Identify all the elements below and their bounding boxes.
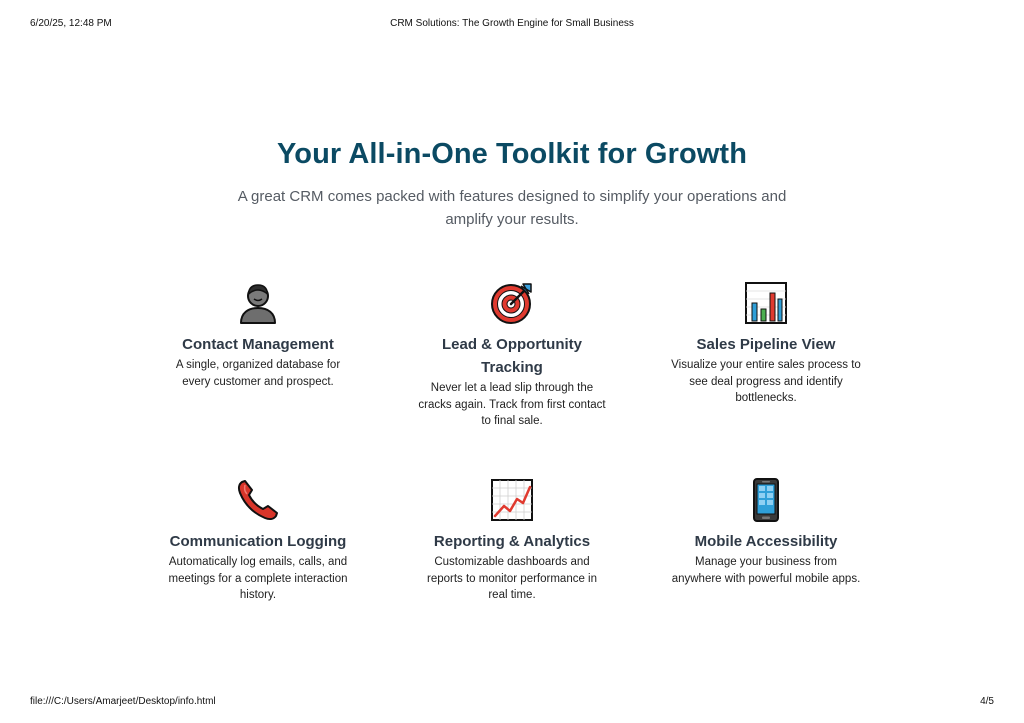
- feature-title: Sales Pipeline View: [696, 336, 836, 353]
- section-subtitle: A great CRM comes packed with features designed to simplify your operations and amplify your results.: [237, 188, 787, 228]
- feature-description: Customizable dashboards and reports to monitor performance in real time.: [426, 556, 598, 601]
- feature-description: Manage your business from anywhere with powerful mobile apps.: [671, 556, 861, 585]
- telephone-icon: [236, 478, 280, 522]
- feature-mobile-accessibility: [666, 478, 866, 587]
- feature-title: Communication Logging: [169, 533, 347, 550]
- line-chart-icon: [490, 478, 534, 522]
- feature-description: Automatically log emails, calls, and meetings for a complete interaction history.: [168, 556, 348, 601]
- print-datetime: 6/20/25, 12:48 PM: [30, 18, 112, 29]
- person-icon: [236, 281, 280, 325]
- feature-communication-logging: [158, 478, 358, 604]
- feature-description: Visualize your entire sales process to see deal progress and identify bottlenecks.: [671, 359, 861, 404]
- feature-lead-tracking: [412, 281, 612, 430]
- feature-description: Never let a lead slip through the cracks again. Track from first contact to final sale.: [418, 382, 606, 427]
- feature-title: Mobile Accessibility: [694, 533, 838, 550]
- bar-chart-icon: [744, 281, 788, 325]
- print-page-title: CRM Solutions: The Growth Engine for Small Business: [390, 18, 634, 29]
- feature-reporting-analytics: [412, 478, 612, 604]
- print-file-path: file:///C:/Users/Amarjeet/Desktop/info.html: [30, 696, 216, 707]
- section-title: Your All-in-One Toolkit for Growth: [276, 138, 748, 170]
- feature-description: A single, organized database for every customer and prospect.: [175, 359, 341, 388]
- feature-title: Reporting & Analytics: [433, 533, 591, 550]
- print-footer: [30, 696, 994, 710]
- feature-title: Lead & Opportunity Tracking: [442, 336, 582, 376]
- print-header: [30, 18, 994, 32]
- target-dart-icon: [490, 281, 534, 325]
- feature-contact-management: [158, 281, 358, 390]
- feature-sales-pipeline: [666, 281, 866, 407]
- feature-title: Contact Management: [182, 336, 334, 353]
- print-page-number: 4/5: [980, 696, 994, 707]
- mobile-phone-icon: [744, 478, 788, 522]
